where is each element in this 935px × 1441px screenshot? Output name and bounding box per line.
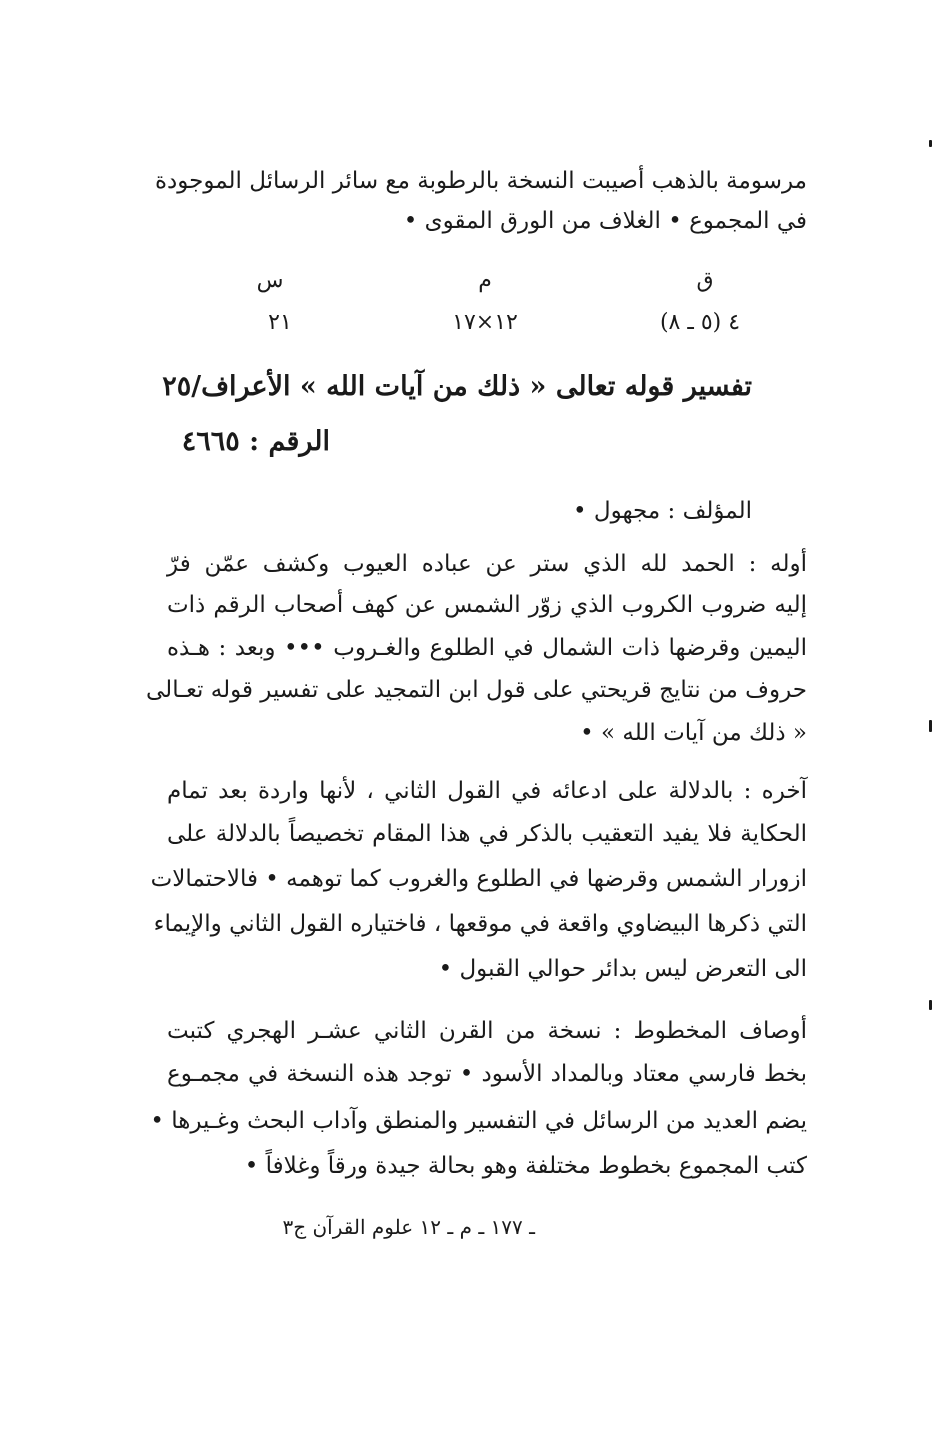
- scan-edge-mark: [929, 720, 932, 732]
- ending-line: التي ذكرها البيضاوي واقعة في موقعها ، فاختياره القول الثاني والإيماء: [153, 911, 807, 937]
- opening-line: « ذلك من آيات الله » •: [580, 720, 807, 746]
- page-footer: ـ ١٧٧ ـ م ـ ١٢ علوم القرآن ج٣: [282, 1215, 535, 1239]
- opening-line: إليه ضروب الكروب الذي زوّر الشمس عن كهف أصحاب الرقم ذات: [167, 592, 807, 618]
- description-line: كتب المجموع بخطوط مختلفة وهو بحالة جيدة ورقاً وغلافاً •: [244, 1153, 807, 1179]
- ending-line: ازورار الشمس وقرضها في الطلوع والغروب كما توهمه • فالاحتمالات: [150, 866, 807, 892]
- measurement-value-lines: ٢١: [268, 310, 292, 335]
- top-paragraph-line: في المجموع • الغلاف من الورق المقوى •: [403, 208, 807, 234]
- ending-line: آخره : بالدلالة على ادعائه في القول الثاني ، لأنها واردة بعد تمام: [167, 778, 807, 804]
- measurement-header-lines: س: [256, 268, 284, 293]
- entry-title: تفسير قوله تعالى « ذلك من آيات الله » الأعراف/٢٥: [162, 371, 752, 402]
- description-line: بخط فارسي معتاد وبالمداد الأسود • توجد هذه النسخة في مجمـوع: [167, 1061, 807, 1087]
- scan-edge-mark: [929, 140, 932, 147]
- opening-line: أوله : الحمد لله الذي ستر عن عباده العيوب وكشف عمّن فرّ: [167, 551, 807, 577]
- top-paragraph-line: مرسومة بالذهب أصيبت النسخة بالرطوبة مع سائر الرسائل الموجودة: [154, 168, 807, 194]
- measurement-value-size: ١٢×١٧: [452, 310, 518, 335]
- opening-line: اليمين وقرضها ذات الشمال في الطلوع والغـروب ••• وبعد : هـذه: [167, 635, 807, 661]
- entry-number: الرقم : ٤٦٦٥: [181, 426, 330, 457]
- measurement-header-leaves: ق: [696, 268, 714, 293]
- measurement-header-size: م: [478, 268, 492, 293]
- measurement-value-leaves: ٤ (٥ ـ ٨): [659, 310, 741, 335]
- description-line: يضم العديد من الرسائل في التفسير والمنطق وآداب البحث وغـيرها •: [150, 1108, 807, 1134]
- author-line: المؤلف : مجهول •: [572, 498, 752, 524]
- ending-line: الحكاية فلا يفيد التعقيب بالذكر في هذا المقام تخصيصاً بالدلالة على: [167, 821, 807, 847]
- description-line: أوصاف المخطوط : نسخة من القرن الثاني عشـر الهجري كتبت: [167, 1018, 807, 1044]
- scan-edge-mark: [929, 1000, 932, 1010]
- ending-line: الى التعرض ليس بدائر حوالي القبول •: [438, 956, 807, 982]
- opening-line: حروف من نتايج قريحتي على قول ابن التمجيد على تفسير قوله تعـالى: [146, 677, 807, 703]
